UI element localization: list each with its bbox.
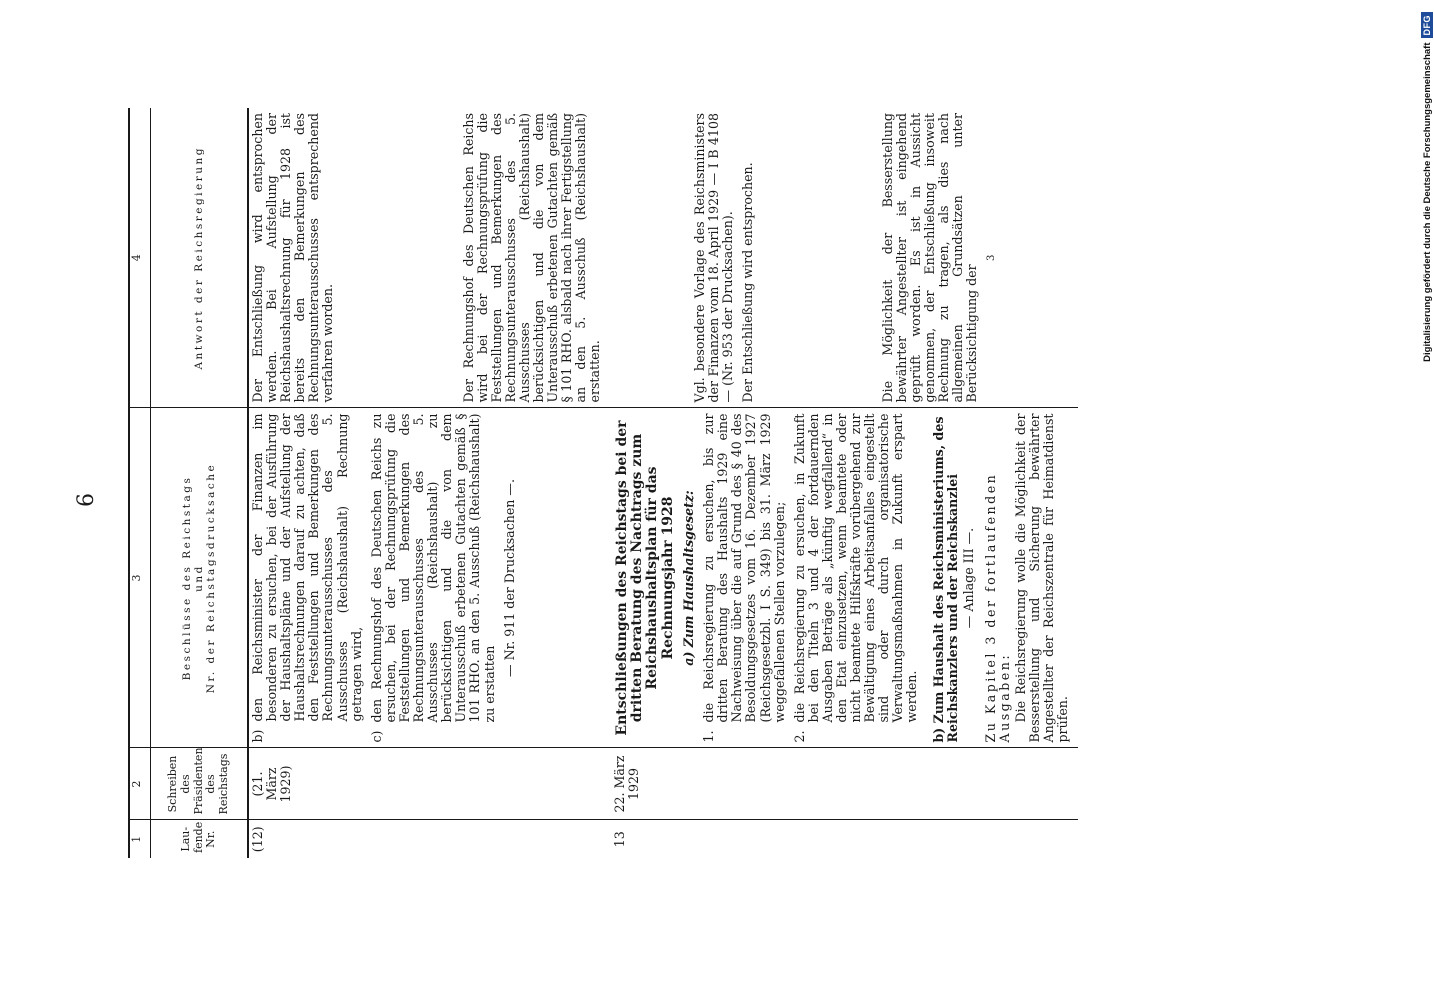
annex-reference: — Anlage III —. (960, 527, 976, 629)
resolution-entry-c (370, 414, 497, 743)
row-answer (611, 108, 1079, 408)
header-resolutions-line2: und (192, 564, 205, 592)
column-number-2: 2 (129, 748, 151, 820)
entry-marker: 2. (791, 730, 807, 743)
row-resolution (611, 408, 1079, 748)
answer-text-item2: Der Entschließung wird entsprochen. (739, 162, 755, 403)
final-resolution-text: Die Reichsregierung wolle die Möglichkeit der Besserstellung und Sicherung bewährter Angestellter der Reichszentrale für Heimatdienst prüfen. (1013, 413, 1071, 743)
document-table-container (128, 108, 1303, 858)
header-resolutions (151, 408, 249, 748)
subsection-heading-b: b) Zum Haushalt des Reichsministeriums, des Reichskanzlers und der Reichskanzlei (930, 416, 960, 743)
column-number-1: 1 (129, 820, 151, 858)
header-resolutions-line3: Nr. der Reichstagsdrucksache (205, 462, 218, 694)
answer-text-final: Die Möglichkeit der Besserstellung bewährter Angestellter ist eingehend geprüft worden. Es ist in Aussicht genommen, der Entschließung insoweit Rechnung zu tragen, als dies nach allgemeinen Grundsätzen unter Berücksichtigung der (879, 113, 980, 403)
digitization-credit (1412, 12, 1434, 392)
chapter-heading: Zu Kapitel 3 der fortlaufenden Ausgaben: (982, 472, 1012, 743)
entry-text: die Reichsregierung zu ersuchen, bis zur dritten Beratung des Haushalts 1929 eine Nachweisung über die auf Grund des § 40 des Besoldungsgesetzes vom 16. Dezember 1927 (Reichsgesetzbl. I S. 349) bis 31. März 1929 weggefallenen Stellen vorzulegen; (701, 413, 787, 723)
entry-text: den Reichsminister der Finanzen im besonderen zu ersuchen, bei der Ausführung der Haushaltspläne und der Aufstellung der Haushaltsrechnungen darauf zu achten, daß den Feststellungen und Bemerkungen des Rechnungsunterausschusses des 5. Ausschusses (Reichshaushalt) Rechnung getragen wird, (250, 413, 364, 722)
entry-marker: b) (250, 729, 265, 743)
row-resolution (248, 408, 611, 748)
row-date: (21. März 1929) (248, 748, 611, 820)
page-footnote-marker: 3 (985, 254, 997, 261)
header-running-number: Lau- fende Nr. (151, 820, 249, 858)
resolution-entry-b (251, 414, 364, 743)
answer-text-c: Der Rechnungshof des Deutschen Reichs wird bei der Rechnungsprüfung die Feststellungen und Bemerkungen des Rechnungsunterausschusses des 5. Ausschusses (Reichshaushalt) berücksichtigen und die von dem Unterausschuß erbetenen Gutachten gemäß § 101 RHO. alsbald nach ihrer Fertigstellung an den 5. Ausschuß (Reichshaushalt) erstatten. (460, 113, 603, 403)
row-number: 13 (611, 831, 627, 848)
column-number-4: 4 (129, 108, 151, 408)
entry-marker: 1. (701, 730, 717, 743)
header-government-answer: Antwort der Reichsregierung (151, 108, 249, 408)
table-row (248, 108, 611, 858)
column-number-row (129, 108, 151, 858)
resolution-item-1 (702, 414, 787, 743)
answer-text-item1: Vgl. besondere Vorlage des Reichsministers der Finanzen vom 18. April 1929 — I B 4108 — (Nr. 953 der Drucksachen). (691, 113, 735, 403)
credit-text: Digitalisierung gefördert durch die Deutsche Forschungsgemeinschaft (1421, 42, 1433, 362)
row-number: (12) (250, 826, 265, 853)
answer-text-b: Der Entschließung wird entsprochen werden. Bei Aufstellung der Reichshaushaltsrechnung für 1928 ist bereits den Bemerkungen des Rechnungsunterausschusses entsprechend verfahren worden. (250, 113, 336, 403)
row-answer (248, 108, 611, 408)
entry-text: den Rechnungshof des Deutschen Reichs zu ersuchen, bei der Rechnungsprüfung die Feststellungen und Bemerkungen des Rechnungsunterausschusses des 5. Ausschusses (Reichshaushalt) zu berücksichtigen und die von dem Unterausschuß erbetenen Gutachten gemäß § 101 RHO. an den 5. Ausschuß (Reichshaushalt) zu erstatten (368, 413, 497, 723)
column-header-row (151, 108, 249, 858)
dfg-logo: DFG (1421, 12, 1433, 39)
subsection-heading-a: a) Zum Haushaltsgesetz: (681, 490, 697, 666)
resolution-item-2 (793, 414, 920, 743)
entry-marker: c) (368, 730, 384, 743)
page-number: 6 (74, 493, 99, 507)
drucksache-reference: — Nr. 911 der Drucksachen —. (501, 478, 517, 678)
resolutions-table (128, 108, 1078, 858)
column-number-3: 3 (129, 408, 151, 748)
entry-text: die Reichsregierung zu ersuchen, in Zukunft bei den Titeln 3 und 4 der fortdauernden Ausgaben Beträge als „künftig wegfallend“ in den Etat einzusetzen, wenn beamtete oder nicht beamtete Hilfskräfte vorübergehend zur Bewältigung eines Arbeitsanfalles eingestellt sind oder durch organisatorische Verwaltungsmaßnahmen in Zukunft erspart werden. (791, 413, 920, 723)
header-resolutions-line1: Beschlüsse des Reichstags (180, 475, 193, 681)
section-heading: Entschließungen des Reichstags bei der dritten Beratung des Nachtrags zum Reichshaushaltsplan für das Rechnungsjahr 1928 (613, 420, 676, 736)
row-date: 22. März 1929 (611, 748, 1079, 820)
header-president-letter: Schreiben des Präsidenten des Reichstags (151, 748, 249, 820)
table-row (611, 108, 1079, 858)
